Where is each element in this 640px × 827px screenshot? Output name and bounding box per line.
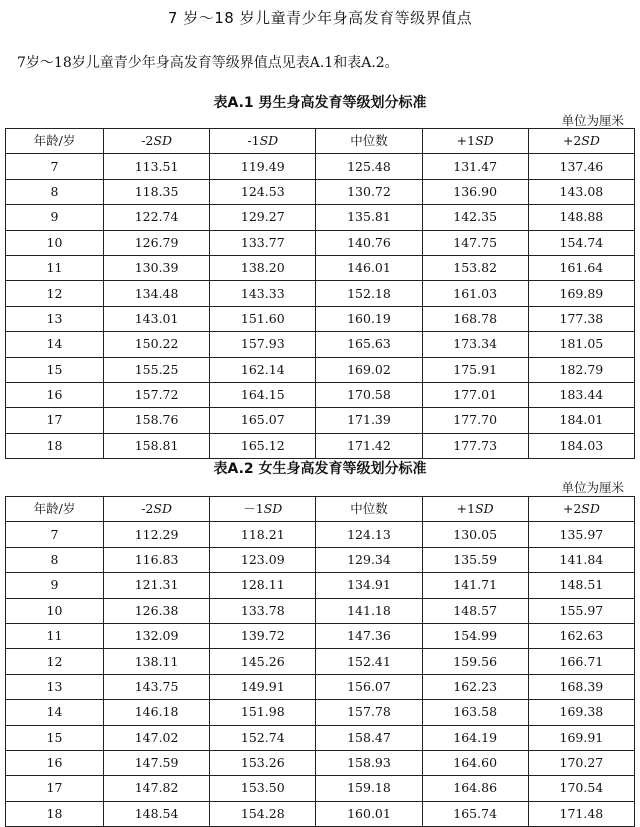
boys-height-table [5,128,635,459]
age-cell: 12 [6,649,104,674]
table-row [6,230,635,255]
table-row [6,205,635,230]
median-cell: 171.39 [316,408,422,433]
median-cell: 141.18 [316,598,422,623]
minus2sd-cell: 147.59 [104,750,210,775]
median-cell: 146.01 [316,255,422,280]
plus2sd-cell: 148.51 [528,573,634,598]
age-cell: 8 [6,547,104,572]
table-row [6,725,635,750]
plus1sd-cell: 148.57 [422,598,528,623]
age-cell: 15 [6,357,104,382]
header-plus2sd: +2SD [528,497,634,522]
header-age: 年龄/岁 [6,129,104,154]
minus1sd-cell: 139.72 [210,623,316,648]
table-caption-girls: 表A.2 女生身高发育等级划分标准 [213,461,427,477]
plus1sd-cell: 163.58 [422,700,528,725]
median-cell: 135.81 [316,205,422,230]
plus1sd-cell: 147.75 [422,230,528,255]
plus1sd-cell: 168.78 [422,306,528,331]
age-cell: 15 [6,725,104,750]
minus1sd-cell: 152.74 [210,725,316,750]
minus2sd-cell: 126.38 [104,598,210,623]
plus2sd-cell: 141.84 [528,547,634,572]
header-minus2sd: -2SD [104,129,210,154]
minus2sd-cell: 121.31 [104,573,210,598]
table-row [6,598,635,623]
plus1sd-cell: 142.35 [422,205,528,230]
table-header [6,497,635,522]
minus1sd-cell: 157.93 [210,332,316,357]
age-cell: 17 [6,408,104,433]
minus1sd-cell: 133.78 [210,598,316,623]
median-cell: 160.01 [316,801,422,826]
table-row [6,700,635,725]
age-cell: 8 [6,179,104,204]
plus2sd-cell: 182.79 [528,357,634,382]
minus2sd-cell: 126.79 [104,230,210,255]
header-minus2sd: -2SD [104,497,210,522]
plus2sd-cell: 143.08 [528,179,634,204]
unit-note-girls: 单位为厘米 [561,480,624,495]
age-cell: 16 [6,750,104,775]
age-cell: 11 [6,255,104,280]
plus2sd-cell: 169.89 [528,281,634,306]
plus1sd-cell: 141.71 [422,573,528,598]
plus1sd-cell: 177.73 [422,433,528,458]
age-cell: 7 [6,522,104,547]
table-row [6,750,635,775]
plus2sd-cell: 184.03 [528,433,634,458]
minus1sd-cell: 153.26 [210,750,316,775]
plus2sd-cell: 161.64 [528,255,634,280]
table-row [6,674,635,699]
plus2sd-cell: 137.46 [528,154,634,179]
table-row [6,522,635,547]
age-cell: 10 [6,598,104,623]
minus2sd-cell: 158.81 [104,433,210,458]
minus1sd-cell: 153.50 [210,776,316,801]
median-cell: 158.47 [316,725,422,750]
minus2sd-cell: 118.35 [104,179,210,204]
plus1sd-cell: 173.34 [422,332,528,357]
median-cell: 170.58 [316,382,422,407]
minus2sd-cell: 147.82 [104,776,210,801]
plus2sd-cell: 162.63 [528,623,634,648]
plus1sd-cell: 154.99 [422,623,528,648]
plus1sd-cell: 162.23 [422,674,528,699]
minus2sd-cell: 130.39 [104,255,210,280]
minus2sd-cell: 138.11 [104,649,210,674]
minus1sd-cell: 133.77 [210,230,316,255]
table-header [6,129,635,154]
minus2sd-cell: 112.29 [104,522,210,547]
age-cell: 12 [6,281,104,306]
median-cell: 129.34 [316,547,422,572]
table-row [6,154,635,179]
median-cell: 134.91 [316,573,422,598]
minus1sd-cell: 162.14 [210,357,316,382]
median-cell: 124.13 [316,522,422,547]
table-row [6,306,635,331]
age-cell: 11 [6,623,104,648]
plus2sd-cell: 170.27 [528,750,634,775]
age-cell: 18 [6,433,104,458]
median-cell: 130.72 [316,179,422,204]
age-cell: 16 [6,382,104,407]
age-cell: 17 [6,776,104,801]
plus1sd-cell: 136.90 [422,179,528,204]
plus1sd-cell: 165.74 [422,801,528,826]
minus2sd-cell: 113.51 [104,154,210,179]
age-cell: 13 [6,674,104,699]
plus2sd-cell: 184.01 [528,408,634,433]
table-row [6,179,635,204]
median-cell: 159.18 [316,776,422,801]
plus1sd-cell: 175.91 [422,357,528,382]
minus1sd-cell: 165.07 [210,408,316,433]
table-row [6,776,635,801]
minus1sd-cell: 151.98 [210,700,316,725]
plus2sd-cell: 169.38 [528,700,634,725]
header-minus1sd: -1SD [210,129,316,154]
unit-note-boys: 单位为厘米 [561,113,624,128]
minus1sd-cell: 124.53 [210,179,316,204]
table-body [6,154,635,459]
minus1sd-cell: 138.20 [210,255,316,280]
median-cell: 152.41 [316,649,422,674]
age-cell: 18 [6,801,104,826]
plus2sd-cell: 169.91 [528,725,634,750]
age-cell: 10 [6,230,104,255]
minus2sd-cell: 132.09 [104,623,210,648]
plus1sd-cell: 153.82 [422,255,528,280]
table-body [6,522,635,827]
minus2sd-cell: 134.48 [104,281,210,306]
table-row [6,649,635,674]
header-plus1sd: +1SD [422,497,528,522]
header-median: 中位数 [316,129,422,154]
median-cell: 165.63 [316,332,422,357]
header-row [6,129,635,154]
plus2sd-cell: 183.44 [528,382,634,407]
minus1sd-cell: 151.60 [210,306,316,331]
minus2sd-cell: 147.02 [104,725,210,750]
age-cell: 9 [6,205,104,230]
median-cell: 158.93 [316,750,422,775]
table-row [6,357,635,382]
plus1sd-cell: 159.56 [422,649,528,674]
minus1sd-cell: 164.15 [210,382,316,407]
table-row [6,408,635,433]
minus2sd-cell: 157.72 [104,382,210,407]
median-cell: 152.18 [316,281,422,306]
median-cell: 157.78 [316,700,422,725]
median-cell: 171.42 [316,433,422,458]
minus2sd-cell: 150.22 [104,332,210,357]
plus1sd-cell: 131.47 [422,154,528,179]
median-cell: 169.02 [316,357,422,382]
median-cell: 147.36 [316,623,422,648]
table-row [6,332,635,357]
header-median: 中位数 [316,497,422,522]
table-row [6,255,635,280]
age-cell: 7 [6,154,104,179]
age-cell: 9 [6,573,104,598]
plus2sd-cell: 170.54 [528,776,634,801]
median-cell: 160.19 [316,306,422,331]
minus1sd-cell: 154.28 [210,801,316,826]
minus2sd-cell: 143.75 [104,674,210,699]
plus1sd-cell: 130.05 [422,522,528,547]
minus1sd-cell: 119.49 [210,154,316,179]
plus2sd-cell: 135.97 [528,522,634,547]
minus2sd-cell: 143.01 [104,306,210,331]
minus1sd-cell: 149.91 [210,674,316,699]
plus2sd-cell: 181.05 [528,332,634,357]
minus2sd-cell: 158.76 [104,408,210,433]
plus2sd-cell: 148.88 [528,205,634,230]
table-row [6,382,635,407]
plus1sd-cell: 164.19 [422,725,528,750]
minus2sd-cell: 146.18 [104,700,210,725]
age-cell: 14 [6,332,104,357]
minus1sd-cell: 128.11 [210,573,316,598]
plus2sd-cell: 168.39 [528,674,634,699]
median-cell: 156.07 [316,674,422,699]
minus2sd-cell: 116.83 [104,547,210,572]
plus1sd-cell: 164.86 [422,776,528,801]
minus1sd-cell: 118.21 [210,522,316,547]
table-row [6,623,635,648]
plus1sd-cell: 135.59 [422,547,528,572]
page-title: 7 岁～18 岁儿童青少年身高发育等级界值点 [167,9,473,27]
table-row [6,573,635,598]
minus1sd-cell: 123.09 [210,547,316,572]
minus2sd-cell: 122.74 [104,205,210,230]
minus2sd-cell: 155.25 [104,357,210,382]
plus2sd-cell: 154.74 [528,230,634,255]
table-row [6,547,635,572]
plus1sd-cell: 164.60 [422,750,528,775]
header-plus2sd: +2SD [528,129,634,154]
median-cell: 125.48 [316,154,422,179]
girls-height-table [5,496,635,827]
header-row [6,497,635,522]
intro-paragraph: 7岁～18岁儿童青少年身高发育等级界值点见表A.1和表A.2。 [17,55,399,71]
plus2sd-cell: 155.97 [528,598,634,623]
median-cell: 140.76 [316,230,422,255]
header-minus1sd: －1SD [210,497,316,522]
plus2sd-cell: 171.48 [528,801,634,826]
table-row [6,433,635,458]
table-caption-boys: 表A.1 男生身高发育等级划分标准 [213,95,427,111]
age-cell: 14 [6,700,104,725]
minus2sd-cell: 148.54 [104,801,210,826]
header-plus1sd: +1SD [422,129,528,154]
plus1sd-cell: 177.01 [422,382,528,407]
minus1sd-cell: 165.12 [210,433,316,458]
minus1sd-cell: 129.27 [210,205,316,230]
table-row [6,281,635,306]
plus2sd-cell: 177.38 [528,306,634,331]
age-cell: 13 [6,306,104,331]
plus1sd-cell: 177.70 [422,408,528,433]
header-age: 年龄/岁 [6,497,104,522]
plus1sd-cell: 161.03 [422,281,528,306]
plus2sd-cell: 166.71 [528,649,634,674]
minus1sd-cell: 143.33 [210,281,316,306]
minus1sd-cell: 145.26 [210,649,316,674]
